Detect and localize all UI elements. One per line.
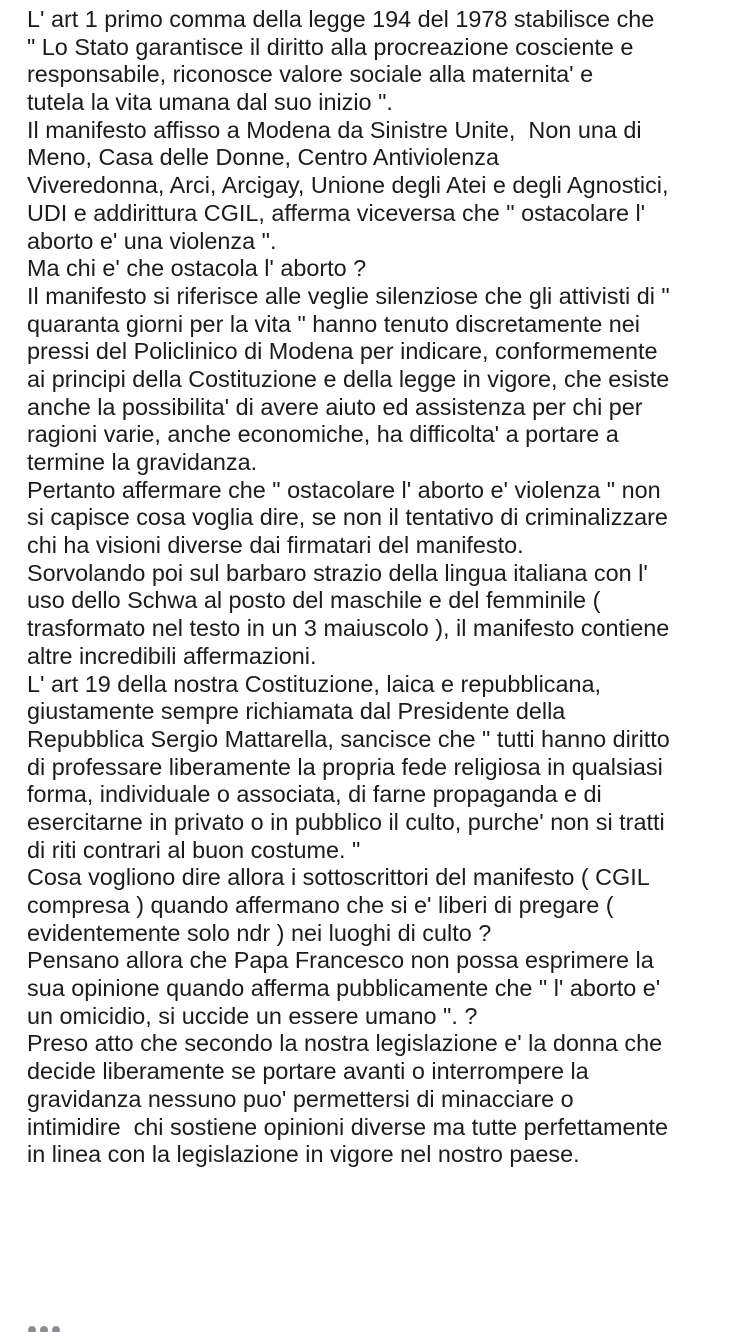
post-text-line: un omicidio, si uccide un essere umano ". ? — [27, 1002, 478, 1029]
post-text-line: " Lo Stato garantisce il diritto alla procreazione cosciente e — [27, 33, 634, 60]
post-text-line: Cosa vogliono dire allora i sottoscrittori del manifesto ( CGIL — [27, 864, 650, 891]
post-text-line: sua opinione quando afferma pubblicamente che " l' aborto e' — [27, 975, 661, 1002]
post-text-line: aborto e' una violenza ". — [27, 227, 277, 254]
post-text-line: quaranta giorni per la vita " hanno tenuto discretamente nei — [27, 310, 640, 337]
post-text-line: in linea con la legislazione in vigore nel nostro paese. — [27, 1141, 580, 1168]
post-text-line: termine la gravidanza. — [27, 449, 258, 475]
post-text-line: evidentemente solo ndr ) nei luoghi di culto ? — [27, 919, 492, 946]
post-text-line: anche la possibilita' di avere aiuto ed assistenza per chi per — [27, 393, 643, 420]
post-text-line: Preso atto che secondo la nostra legislazione e' la donna che — [27, 1030, 663, 1057]
post-text-line: ragioni varie, anche economiche, ha difficolta' a portare a — [27, 421, 619, 448]
post-text-line: Meno, Casa delle Donne, Centro Antiviolenza — [27, 144, 499, 171]
post-text-line: intimidire chi sostiene opinioni diverse ma tutte perfettamente — [27, 1113, 668, 1140]
post-text-line: L' art 1 primo comma della legge 194 del 1978 stabilisce che — [27, 6, 655, 32]
post-text-line: compresa ) quando affermano che si e' liberi di pregare ( — [27, 892, 614, 918]
post-text-line: Sorvolando poi sul barbaro strazio della lingua italiana con l' — [27, 559, 648, 586]
post-text-line: gravidanza nessuno puo' permettersi di minacciare o — [27, 1085, 574, 1112]
more-options-icon[interactable] — [28, 1324, 68, 1332]
post-text-line: Pensano allora che Papa Francesco non possa esprimere la — [27, 947, 654, 974]
post-text-line: Repubblica Sergio Mattarella, sancisce che " tutti hanno diritto — [27, 725, 670, 752]
post-text-line: trasformato nel testo in un 3 maiuscolo ), il manifesto contiene — [27, 615, 670, 642]
post-text-line: Il manifesto affisso a Modena da Sinistre Unite, Non una di — [27, 116, 642, 143]
post-text-line: di professare liberamente la propria fede religiosa in qualsiasi — [27, 753, 663, 780]
post-text-line: responsabile, riconosce valore sociale alla maternita' e — [27, 61, 594, 88]
post-text-line: chi ha visioni diverse dai firmatari del manifesto. — [27, 532, 524, 559]
post-body — [27, 6, 739, 1169]
post-text-line: uso dello Schwa al posto del maschile e del femminile ( — [27, 587, 601, 614]
post-text-line: Ma chi e' che ostacola l' aborto ? — [27, 255, 367, 282]
post-text-line: ai principi della Costituzione e della legge in vigore, che esiste — [27, 365, 670, 392]
more-dot — [52, 1326, 60, 1332]
post-text-line: pressi del Policlinico di Modena per indicare, conformemente — [27, 338, 658, 365]
post-text-line: Viveredonna, Arci, Arcigay, Unione degli Atei e degli Agnostici, — [27, 172, 669, 199]
post-text-line: si capisce cosa voglia dire, se non il tentativo di criminalizzare — [27, 504, 668, 531]
post-text-line: altre incredibili affermazioni. — [27, 642, 317, 669]
post-text-line: decide liberamente se portare avanti o interrompere la — [27, 1058, 589, 1085]
more-dot — [28, 1326, 36, 1332]
post-text-line: di riti contrari al buon costume. " — [27, 836, 361, 863]
post-text-line: esercitarne in privato o in pubblico il culto, purche' non si tratti — [27, 808, 665, 835]
post-text-line: tutela la vita umana dal suo inizio ". — [27, 89, 393, 116]
post-text-line: forma, individuale o associata, di farne propaganda e di — [27, 781, 602, 808]
post-text-line: L' art 19 della nostra Costituzione, laica e repubblicana, — [27, 670, 601, 697]
post-text-line: Il manifesto si riferisce alle veglie silenziose che gli attivisti di " — [27, 282, 670, 309]
post-text-line: UDI e addirittura CGIL, afferma viceversa che " ostacolare l' — [27, 199, 646, 226]
more-dot — [40, 1326, 48, 1332]
post-text-line: giustamente sempre richiamata dal Presidente della — [27, 698, 566, 725]
post-text-line: Pertanto affermare che " ostacolare l' aborto e' violenza " non — [27, 476, 661, 503]
